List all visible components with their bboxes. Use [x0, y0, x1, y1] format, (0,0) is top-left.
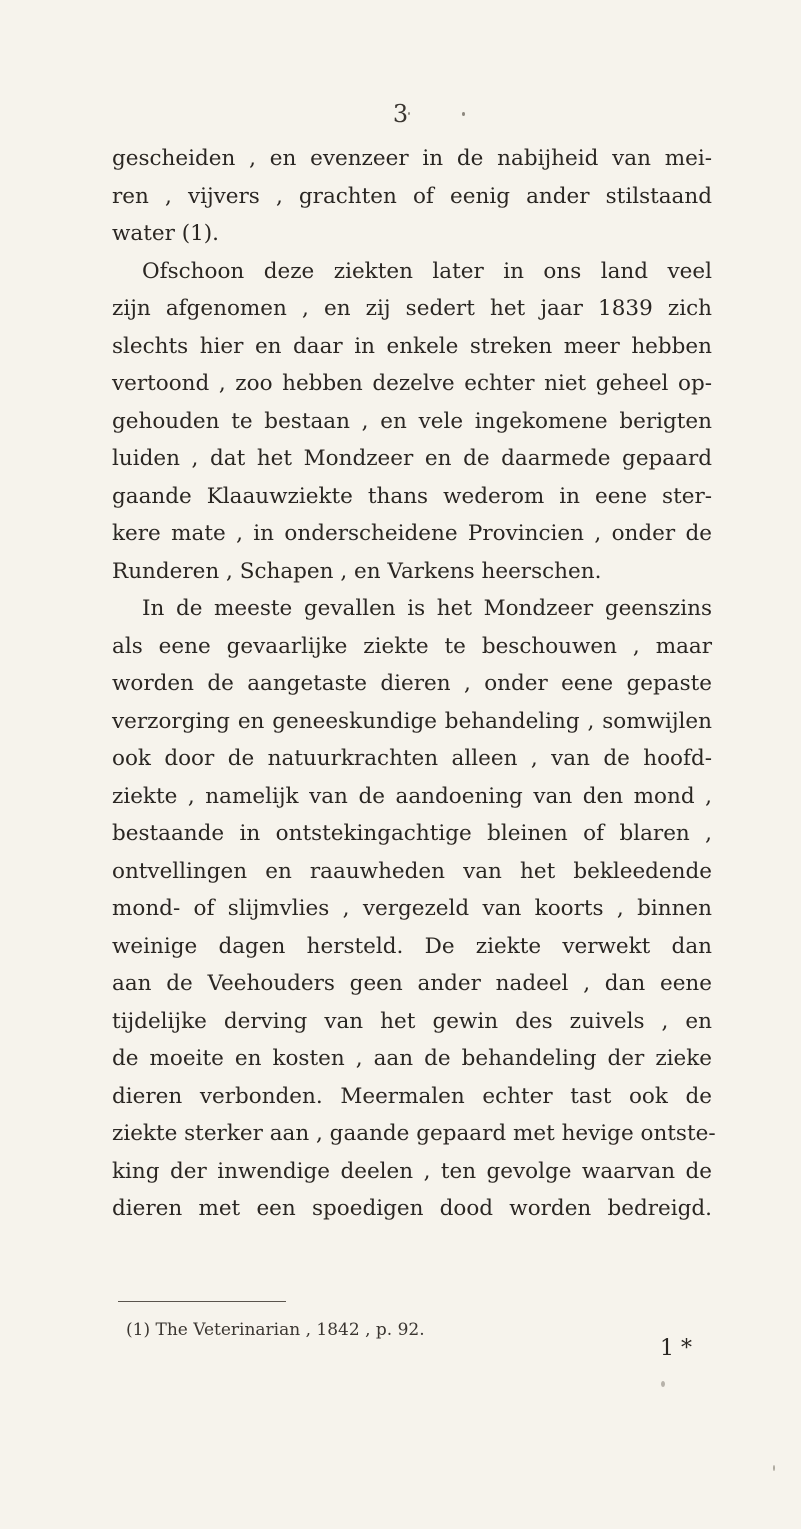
- text-line: In de meeste gevallen is het Mondzeer geenszins: [142, 596, 712, 621]
- text-line: als eene gevaarlijke ziekte te beschouwen , maar: [112, 633, 712, 659]
- text-line: de moeite en kosten , aan de behandeling der zieke: [112, 1046, 712, 1071]
- footnote-divider: [118, 1301, 286, 1302]
- body-text: [112, 140, 716, 1228]
- text-line: aan de Veehouders geen ander nadeel , dan eene: [112, 971, 712, 996]
- text-line: bestaande in ontstekingachtige bleinen of blaren ,: [112, 821, 712, 846]
- paper-speck: [773, 1465, 775, 1471]
- footnote: (1) The Veterinarian , 1842 , p. 92.: [126, 1320, 425, 1340]
- text-line: luiden , dat het Mondzeer en de daarmede gepaard: [112, 446, 712, 471]
- text-line: kere mate , in onderscheidene Provincien , onder de: [112, 521, 712, 546]
- text-line: zijn afgenomen , en zij sedert het jaar 1839 zich: [112, 296, 712, 321]
- signature-mark: 1 *: [660, 1336, 692, 1361]
- text-line: tijdelijke derving van het gewin des zuivels , en: [112, 1008, 712, 1034]
- text-line: Runderen , Schapen , en Varkens heerschen.: [112, 558, 602, 584]
- paper-speck: [462, 112, 465, 116]
- text-line: slechts hier en daar in enkele streken meer hebben: [112, 333, 712, 359]
- text-line: ziekte , namelijk van de aandoening van den mond ,: [112, 783, 712, 809]
- text-line: ontvellingen en raauwheden van het bekleedende: [112, 858, 712, 884]
- text-line: ren , vijvers , grachten of eenig ander stilstaand: [112, 183, 712, 209]
- paper-speck: [408, 112, 410, 115]
- text-line: mond- of slijmvlies , vergezeld van koorts , binnen: [112, 896, 712, 921]
- text-line: ook door de natuurkrachten alleen , van de hoofd-: [112, 746, 712, 771]
- text-line: gescheiden , en evenzeer in de nabijheid van mei-: [112, 146, 712, 171]
- text-line: dieren verbonden. Meermalen echter tast ook de: [112, 1083, 712, 1109]
- text-line: worden de aangetaste dieren , onder eene gepaste: [112, 671, 712, 696]
- paper-speck: [661, 1381, 665, 1387]
- text-line: king der inwendige deelen , ten gevolge waarvan de: [112, 1158, 712, 1184]
- text-line: vertoond , zoo hebben dezelve echter niet geheel op-: [112, 371, 712, 396]
- text-line: dieren met een spoedigen dood worden bedreigd.: [112, 1196, 712, 1221]
- page-number: 3: [392, 100, 409, 128]
- text-line: weinige dagen hersteld. De ziekte verwekt dan: [112, 933, 712, 959]
- text-line: verzorging en geneeskundige behandeling , somwijlen: [112, 708, 712, 734]
- text-line: gaande Klaauwziekte thans wederom in eene ster-: [112, 483, 712, 509]
- text-line: water (1).: [112, 221, 219, 246]
- text-line: gehouden te bestaan , en vele ingekomene berigten: [112, 408, 712, 434]
- text-line: ziekte sterker aan , gaande gepaard met hevige ontste-: [112, 1121, 716, 1146]
- text-line: Ofschoon deze ziekten later in ons land veel: [142, 258, 712, 284]
